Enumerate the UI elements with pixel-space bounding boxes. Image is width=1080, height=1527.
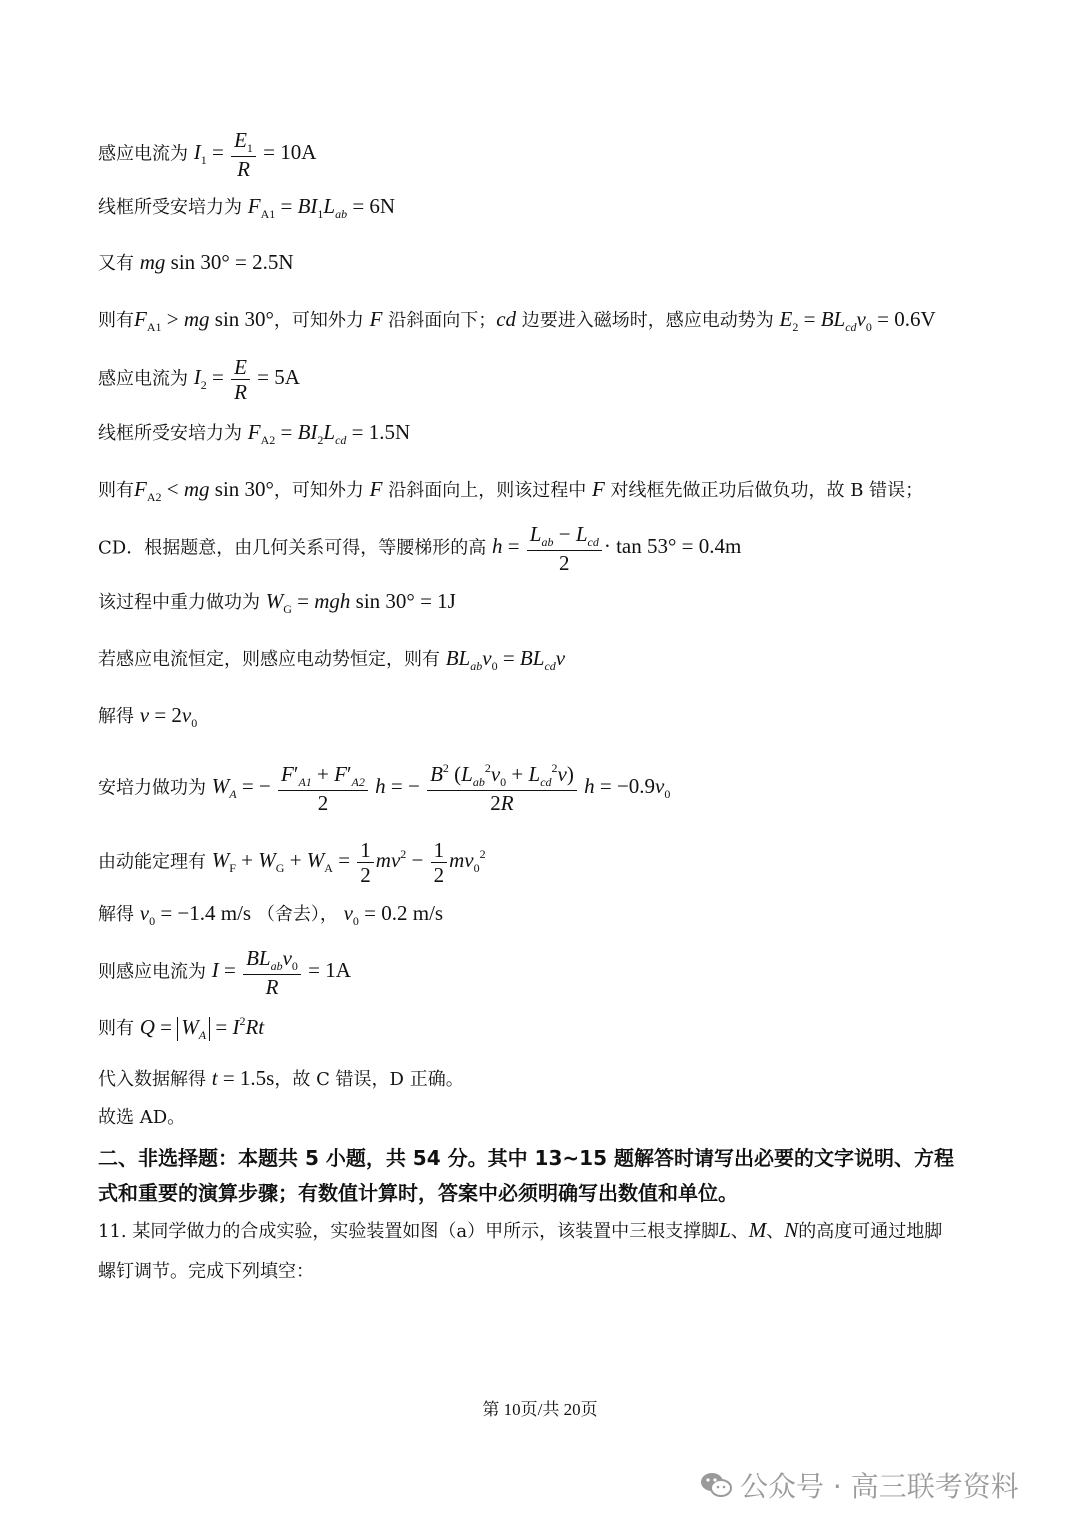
text: 沿斜面向上，则该过程中	[388, 480, 587, 501]
formula-emf: $BL_{ab}v_0 = BL_{cd}v$	[445, 646, 566, 673]
text: 代入数据解得	[98, 1069, 206, 1090]
text: 又有	[98, 253, 134, 274]
line-heat	[98, 1015, 264, 1041]
line-height	[98, 522, 741, 575]
text: 、	[730, 1221, 749, 1242]
text: （舍去），	[256, 904, 338, 925]
text: ，故 C 错误，D 正确。	[274, 1069, 464, 1090]
formula-i1: $I_1$ = $\frac{E_1}{R}$ = 10A	[193, 128, 317, 181]
formula-q: $Q = W_A = I^2Rt$	[139, 1014, 265, 1042]
section-heading-line1: 二、非选择题：本题共 5 小题，共 54 分。其中 13~15 题解答时请写出必要的文字说明、方程	[98, 1146, 954, 1170]
line-current-1	[98, 128, 316, 181]
text: 则有	[98, 310, 134, 331]
text: 沿斜面向下；	[388, 310, 497, 331]
line-work-energy	[98, 838, 486, 887]
text: 解得	[98, 904, 134, 925]
line-gravity-component	[98, 252, 294, 273]
formula-e2: $E_2 = BL_{cd}v_0 = 0.6V$	[779, 307, 936, 334]
formula-i: I = $\frac{BL_{ab}v_0}{R}$ = 1A	[211, 946, 351, 999]
section-heading-line2: 式和重要的演算步骤；有数值计算时，答案中必须明确写出数值和单位。	[98, 1181, 738, 1205]
formula-fa2: $F_{A2} = BI_2L_{cd} = 1.5N$	[247, 420, 411, 447]
line-solve-v	[98, 705, 197, 729]
question-11-line2: 螺钉调节。完成下列填空：	[98, 1261, 314, 1282]
symbol-f: F	[369, 307, 383, 331]
symbol-m: M	[748, 1218, 767, 1242]
line-compare-1	[98, 309, 936, 333]
line-time	[98, 1068, 464, 1089]
text: 则有	[98, 480, 134, 501]
text: ，可知外力	[273, 310, 364, 331]
text: 解得	[98, 706, 134, 727]
line-solve-v0	[98, 903, 443, 927]
text: 若感应电流恒定，则感应电动势恒定，则有	[98, 649, 440, 670]
symbol-f: F	[369, 477, 383, 501]
formula-t: t = 1.5s	[211, 1066, 275, 1090]
line-ampere-work	[98, 762, 670, 815]
page-number: 第 10页/共 20页	[482, 1400, 598, 1419]
formula-i2: $I_2$ = $\frac{E}{R}$ = 5A	[193, 355, 300, 405]
formula-wa: $W_A$ = − $\frac{F'_{A1} + F'_{A2}}{2}$ h = − $\frac{B^2 (L_{ab}^2v_0 + L_{cd}^2v)}{2R}$ $h = -0.9v_0$	[211, 761, 671, 815]
line-compare-2	[98, 479, 923, 503]
text: 线框所受安培力为	[98, 197, 242, 218]
text: 对线框先做正功后做负功，故 B 错误；	[610, 480, 924, 501]
text: 由动能定理有	[98, 851, 206, 873]
text: 安培力做功为	[98, 777, 206, 799]
text: 边要进入磁场时，感应电动势为	[521, 310, 774, 331]
symbol-cd: cd	[496, 307, 517, 331]
question-11-line1	[98, 1220, 942, 1241]
formula-mgsin: mg sin 30° = 2.5N	[139, 250, 294, 274]
formula-fa1: $F_{A1} = BI_1L_{ab} = 6N$	[247, 194, 396, 221]
formula: $v_0 = -1.4$ m/s	[139, 901, 252, 928]
symbol-l: L	[719, 1218, 731, 1242]
answer-line: 故选 AD。	[98, 1107, 186, 1128]
text: 感应电流为	[98, 143, 188, 165]
text: 、	[766, 1221, 785, 1242]
formula-v: $v = 2v_0$	[139, 703, 198, 730]
line-gravity-work	[98, 591, 456, 615]
formula: $v_0 = 0.2$ m/s	[343, 901, 444, 928]
symbol-f: F	[591, 477, 605, 501]
line-force-1	[98, 196, 395, 220]
text: 线框所受安培力为	[98, 423, 242, 444]
text: 则有	[98, 1018, 134, 1039]
text: 11. 某同学做力的合成实验，实验装置如图（a）甲所示，该装置中三根支撑脚	[98, 1221, 720, 1242]
text: 则感应电流为	[98, 961, 206, 983]
formula: $F_{A2}$ < mg sin 30°	[134, 477, 274, 504]
text: 该过程中重力做功为	[98, 592, 260, 613]
text: 的高度可通过地脚	[798, 1221, 943, 1242]
line-current-2	[98, 355, 300, 404]
wechat-icon	[700, 1472, 732, 1498]
symbol-n: N	[784, 1218, 799, 1242]
line-current-3	[98, 946, 351, 999]
text: 感应电流为	[98, 368, 188, 390]
formula: $F_{A1}$ > mg sin 30°	[134, 307, 274, 334]
line-force-2	[98, 422, 410, 446]
formula-theorem: $W_F + W_G + W_A$ = $\frac{1}{2}$ $mv^2$ − $\frac{1}{2}$ $mv_0^2$	[211, 838, 486, 888]
watermark-text: 公众号 · 高三联考资料	[740, 1470, 1019, 1503]
text: CD．根据题意，由几何关系可得，等腰梯形的高	[98, 537, 487, 559]
text: ，可知外力	[273, 480, 364, 501]
watermark	[700, 1465, 1019, 1505]
formula-wg: $W_G$ = mgh sin 30° = 1J	[265, 589, 456, 616]
formula-h: h = $\frac{L_{ab} - L_{cd}}{2}$ · tan 53° = 0.4m	[491, 522, 742, 575]
line-constant-emf	[98, 648, 565, 672]
